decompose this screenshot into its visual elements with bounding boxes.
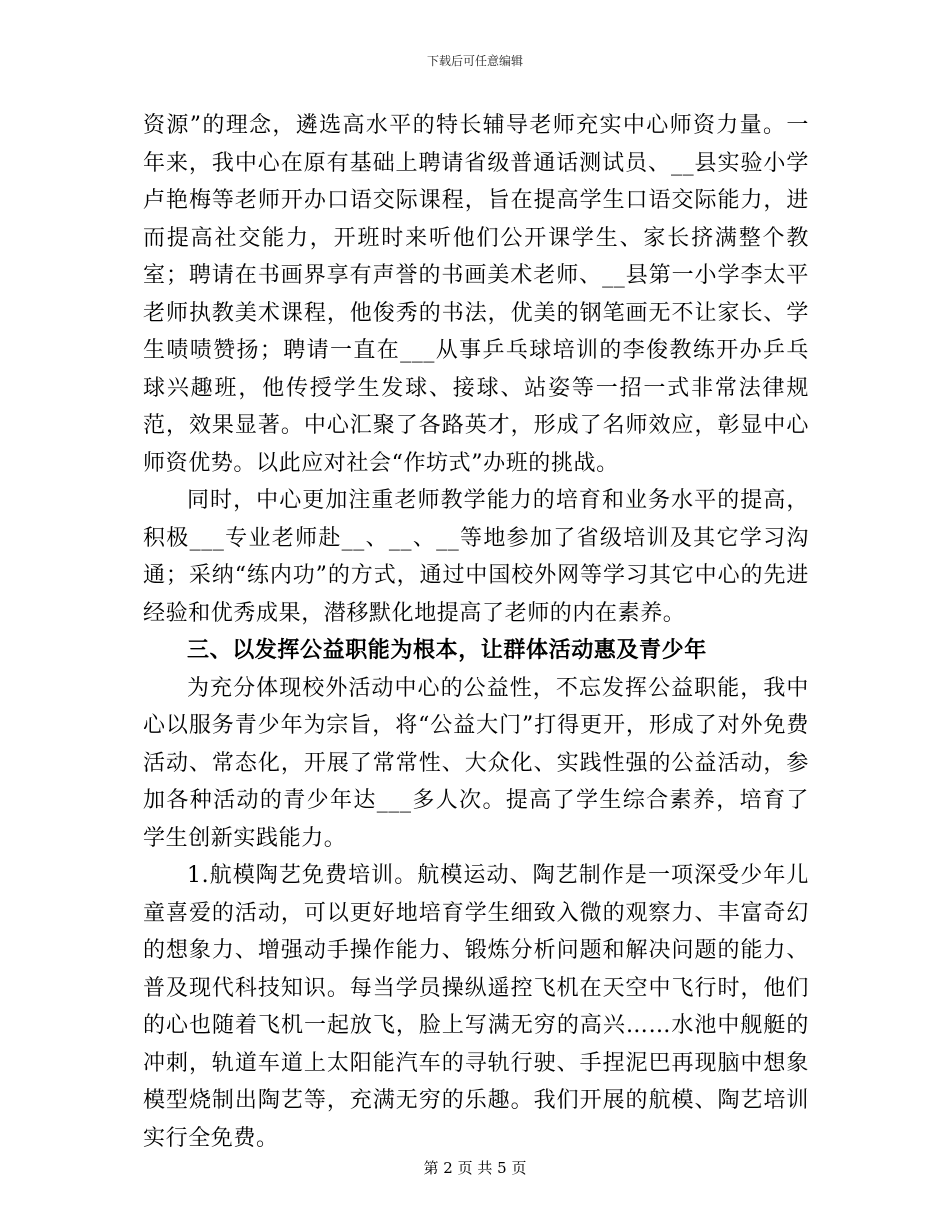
page-header: 下载后可任意编辑 <box>426 54 523 68</box>
paragraph-public-welfare: 为充分体现校外活动中心的公益性，不忘发挥公益职能，我中心以服务青少年为宗旨，将“公益大门”打得更开，形成了对外免费活动、常态化，开展了常常性、大众化、实践性强的公益活动，参加各种活动的青少年达___多人次。提高了学生综合素养，培育了学生创新实践能力。 <box>143 675 809 851</box>
document-body <box>143 107 809 1157</box>
section-heading-public-welfare: 三、以发挥公益职能为根本，让群体活动惠及青少年 <box>187 637 707 663</box>
paragraph-teacher-resources: 资源”的理念，遴选高水平的特长辅导老师充实中心师资力量。一年来，我中心在原有基础上聘请省级普通话测试员、__县实验小学卢艳梅等老师开办口语交际课程，旨在提高学生口语交际能力，进而提高社交能力，开班时来听他们公开课学生、家长挤满整个教室；聘请在书画界享有声誉的书画美术老师、__县第一小学李太平老师执教美术课程，他俊秀的书法，优美的钢笔画无不让家长、学生啧啧赞扬；聘请一直在___从事乒乓球培训的李俊教练开办乒乓球兴趣班，他传授学生发球、接球、站姿等一招一式非常法律规范，效果显著。中心汇聚了各路英才，形成了名师效应，彰显中心师资优势。以此应对社会“作坊式”办班的挑战。 <box>143 113 809 476</box>
paragraph-teacher-training: 同时，中心更加注重老师教学能力的培育和业务水平的提高，积极___专业老师赴__、__、__等地参加了省级培训及其它学习沟通；采纳“练内功”的方式，通过中国校外网等学习其它中心的先进经验和优秀成果，潜移默化地提高了老师的内在素养。 <box>143 488 809 626</box>
page-number-footer: 第 2 页 共 5 页 <box>423 1159 527 1177</box>
paragraph-model-pottery-training: 1.航模陶艺免费培训。航模运动、陶艺制作是一项深受少年儿童喜爱的活动，可以更好地培育学生细致入微的观察力、丰富奇幻的想象力、增强动手操作能力、锻炼分析问题和解决问题的能力、普及现代科技知识。每当学员操纵遥控飞机在天空中飞行时，他们的心也随着飞机一起放飞，脸上写满无穷的高兴……水池中舰艇的冲刺，轨道车道上太阳能汽车的寻轨行驶、手捏泥巴再现脑中想象模型烧制出陶艺等，充满无穷的乐趣。我们开展的航模、陶艺培训实行全免费。 <box>143 863 809 1151</box>
